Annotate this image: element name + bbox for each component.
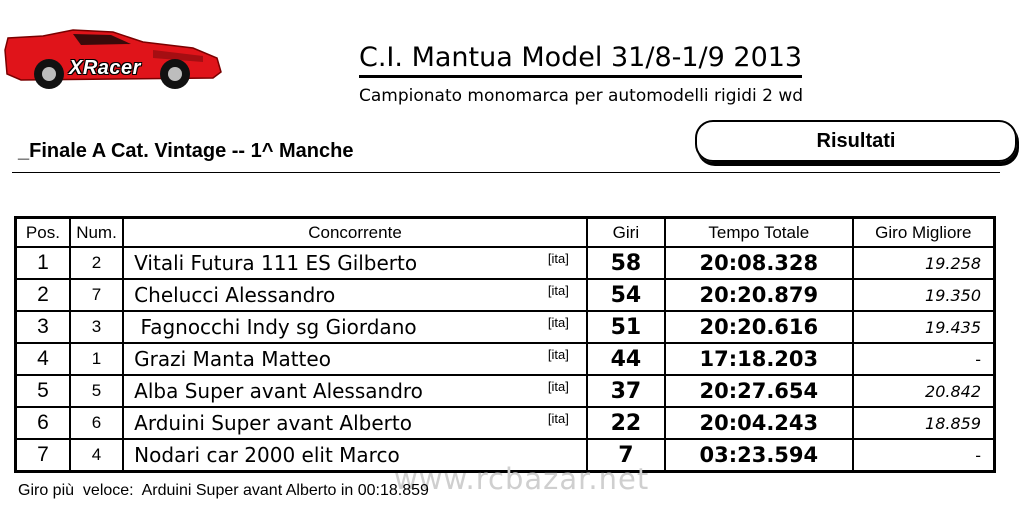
table-header-row [16, 218, 995, 248]
num-cell: 3 [70, 311, 123, 343]
best-lap-cell: 19.350 [853, 279, 995, 311]
num-cell: 1 [70, 343, 123, 375]
num-cell: 4 [70, 439, 123, 472]
pos-cell: 4 [16, 343, 70, 375]
name-cell [123, 343, 587, 375]
divider-line [12, 172, 1000, 173]
name-cell [123, 311, 587, 343]
total-time-cell: 20:20.879 [665, 279, 853, 311]
best-lap-cell: 20.842 [853, 375, 995, 407]
table-row [16, 343, 995, 375]
header-laps: Giri [587, 218, 665, 248]
table-row [16, 311, 995, 343]
laps-cell: 44 [587, 343, 665, 375]
laps-cell: 37 [587, 375, 665, 407]
logo-text: XRacer [69, 57, 141, 79]
best-lap-cell: 19.435 [853, 311, 995, 343]
event-title: C.I. Mantua Model 31/8-1/9 2013 [359, 42, 802, 78]
table-row [16, 375, 995, 407]
xracer-logo [3, 28, 225, 94]
num-cell: 7 [70, 279, 123, 311]
laps-cell: 58 [587, 247, 665, 279]
header-name: Concorrente [123, 218, 587, 248]
results-box: Risultati [695, 120, 1017, 162]
competitor-name: Vitali Futura 111 ES Gilberto [134, 251, 418, 275]
competitor-name: Grazi Manta Matteo [134, 347, 331, 371]
nation-label: [ita] [547, 379, 569, 394]
table-row [16, 247, 995, 279]
total-time-cell: 20:04.243 [665, 407, 853, 439]
pos-cell: 5 [16, 375, 70, 407]
pos-cell: 1 [16, 247, 70, 279]
header-pos: Pos. [16, 218, 70, 248]
best-lap-cell: - [853, 343, 995, 375]
num-cell: 5 [70, 375, 123, 407]
total-time-cell: 03:23.594 [665, 439, 853, 472]
best-lap-cell: 19.258 [853, 247, 995, 279]
header-best-lap: Giro Migliore [853, 218, 995, 248]
header-num: Num. [70, 218, 123, 248]
pos-cell: 6 [16, 407, 70, 439]
pos-cell: 7 [16, 439, 70, 472]
total-time-cell: 20:27.654 [665, 375, 853, 407]
total-time-cell: 20:08.328 [665, 247, 853, 279]
watermark: www.rcbazar.net [394, 462, 650, 496]
best-lap-cell: - [853, 439, 995, 472]
nation-label: [ita] [547, 251, 569, 266]
laps-cell: 51 [587, 311, 665, 343]
competitor-name: Chelucci Alessandro [134, 283, 336, 307]
total-time-cell: 20:20.616 [665, 311, 853, 343]
laps-cell: 54 [587, 279, 665, 311]
name-cell [123, 375, 587, 407]
nation-label: [ita] [547, 411, 569, 426]
num-cell: 2 [70, 247, 123, 279]
competitor-name: Arduini Super avant Alberto [134, 411, 412, 435]
num-cell: 6 [70, 407, 123, 439]
nation-label: [ita] [547, 315, 569, 330]
event-subtitle: Campionato monomarca per automodelli rigidi 2 wd [359, 86, 804, 106]
table-row [16, 407, 995, 439]
header-total-time: Tempo Totale [665, 218, 853, 248]
race-title: _Finale A Cat. Vintage -- 1^ Manche [18, 140, 354, 162]
laps-cell: 22 [587, 407, 665, 439]
competitor-name: Fagnocchi Indy sg Giordano [134, 315, 417, 339]
laps-cell: 7 [587, 439, 665, 472]
total-time-cell: 17:18.203 [665, 343, 853, 375]
nation-label: [ita] [547, 347, 569, 362]
competitor-name: Alba Super avant Alessandro [134, 379, 423, 403]
name-cell [123, 407, 587, 439]
results-table [14, 216, 996, 473]
pos-cell: 2 [16, 279, 70, 311]
nation-label: [ita] [547, 283, 569, 298]
name-cell [123, 247, 587, 279]
competitor-name: Nodari car 2000 elit Marco [134, 443, 400, 467]
table-row [16, 279, 995, 311]
best-lap-cell: 18.859 [853, 407, 995, 439]
pos-cell: 3 [16, 311, 70, 343]
name-cell [123, 279, 587, 311]
fastest-lap-note: Giro più veloce: Arduini Super avant Alberto in 00:18.859 [18, 482, 429, 499]
